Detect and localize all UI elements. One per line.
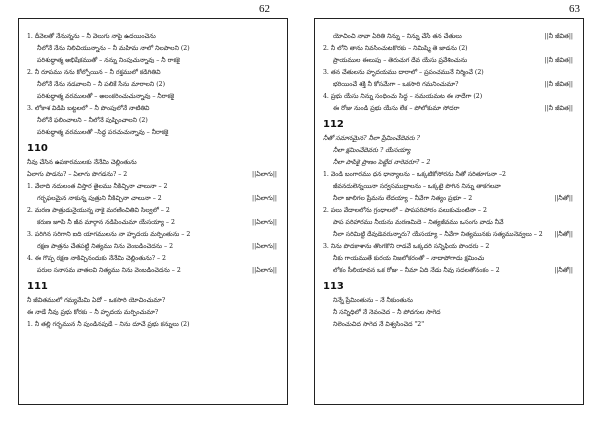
lyric-line (27, 169, 281, 181)
lyric-line: 3. లోకాశ విడిపి బట్టలలో – నీ పొంపులోనే నాటితివి (27, 105, 150, 112)
lyric-line (323, 67, 577, 79)
song-number-heading: 110 (27, 143, 48, 154)
lyric-line: నిన్నే ప్రేమింతును – నే నీకుంతును (333, 297, 413, 304)
refrain-marker: ||నీ జీవిత|| (544, 81, 573, 88)
refrain-marker: ||నీతో|| (554, 195, 573, 202)
page-content (323, 25, 577, 331)
lyric-line (323, 217, 577, 229)
lyric-text: భరియించే శక్తి నీ కోసమేగా – ఒకసారి గమనించుమా? (333, 81, 459, 88)
lyric-line: పరిశుద్ధాత్మ వరములతో –సిద్ధ పరచుచున్నావు – నీరాకకై (37, 129, 169, 136)
page-content (27, 25, 281, 331)
lyric-line: నీలోనే నేను నిలిచియున్నాను – నీ మహిమ నాలో నిలపాలని (2) (37, 45, 190, 52)
refrain-marker: ||నీతో|| (554, 231, 573, 238)
lyric-text: పరుల సనాసమ వాతలవి నిత్యము నిను వెంబడించెదను – 2 (37, 267, 181, 274)
lyric-line (323, 43, 577, 55)
lyric-line: నీ సన్నిధిలో నే నెవంచెద – నీ పోదగుల సాగెద (333, 309, 441, 316)
lyric-text: పాప పరిహారము నీయను మరణమిదె – నిత్యజీవము ఒసంగు వాడు నీవే (333, 219, 504, 226)
lyric-line: 2. నీ రూపము నను కోల్పోయిన – నీ రక్తములో కడిగితివి (27, 69, 161, 76)
lyric-line (323, 55, 577, 67)
lyric-text: గర్భఫలమైన నాకున్న పుత్రుని నీకిచ్చినా చాలునా – 2 (37, 195, 162, 202)
lyric-line: నిలెంచుచిద సాగెద నే విశ్వసించెద "2" (333, 321, 425, 328)
lyric-text: ప్రాయముల ఈలుపు – తెరుచుగ దేవ యేసు ప్రవేశించును (333, 57, 468, 64)
lyric-line (323, 79, 577, 91)
lyric-text: యోచించి నావా ఏరితి నిన్ను – నిన్ను చేసే తన చేతులు (333, 33, 462, 40)
lyric-text: నీలా జాలిగల ప్రేమను లేదయ్యా – నీవేగా నిత్యం ప్రభూ – 2 (333, 195, 473, 202)
lyric-line: 1. నీ తల్లి గర్భమున నీ పుండినపుడే – నిను దూచే ప్రభు కన్నులు (2) (27, 321, 190, 328)
refrain-marker: ||ఏలాగు|| (252, 243, 277, 250)
lyric-line (323, 91, 577, 103)
lyric-line (323, 193, 577, 205)
lyric-line (323, 103, 577, 115)
lyric-line (27, 193, 281, 205)
lyric-line: నీలా పాపికై ప్రాణం పెట్టేద నారెవరూ? – 2 (333, 159, 431, 166)
lyric-line (323, 253, 577, 265)
lyric-text: కరుణ జూపి నీ జీవ మార్గాన నడిపించుమా యేసయ్యా – 2 (37, 219, 175, 226)
lyric-text: 2. నీ లోని తాను నివసించుటకొరకు – నిమిష్మి తె జాడను (2) (323, 45, 468, 52)
lyric-line (27, 265, 281, 277)
refrain-marker: ||ఏలాగు|| (252, 171, 277, 178)
lyric-line (323, 265, 577, 277)
lyric-text: 4. ఈ గొప్ప రక్షణ నాకిచ్చినందుకు నేనేమి చెల్లింతును? – 2 (27, 255, 166, 262)
lyric-text: 1. వేలాది నదులంత విస్తార తైలము నీకిచ్చినా చాలునా – 2 (27, 183, 168, 190)
lyric-line (323, 31, 577, 43)
lyric-line (323, 205, 577, 217)
right-page (300, 0, 600, 425)
lyric-line (323, 229, 577, 241)
lyric-text: 3. నిను పొదకాశాను తొంగకొని రాడవే ఒక్కదరి సన్నిఫియ పొందరు – 2 (323, 243, 490, 250)
lyric-line: నీలా క్షమించేదెవరు ? యేసయ్యా (333, 147, 411, 154)
lyric-line (27, 205, 281, 217)
lyric-text: 2. మరణ పాత్రుడునైయున్న నాకై మరణించితివి సిల్వలో – 2 (27, 207, 170, 214)
refrain-marker: ||నీ జీవిత|| (544, 57, 573, 64)
lyric-line: పరిశుద్ధాత్మ అభిషేకముతో – నన్ను నింపుచున్నావు – నీ రాకకై (37, 57, 180, 64)
lyric-text: ఈ రోజు నుండి ప్రభు యేసు లేక – పోలోకుమా సోదరా (333, 105, 460, 112)
lyric-line: నీ జీవితములో గమ్యమేమి ఏదో – ఒకసారి యోచించుమా? (27, 297, 166, 304)
lyric-line (27, 241, 281, 253)
lyric-line (27, 229, 281, 241)
page-frame (18, 18, 288, 405)
refrain-marker: ||ఏలాగు|| (252, 195, 277, 202)
lyric-text: రక్షణ పాత్రను చేతపట్టి నిత్యము నిను వెంబడించెదను – 2 (37, 243, 174, 250)
lyric-line: నీలోనే నేను నడవాలని – నీ పలికే సేను మారాలని (2) (37, 81, 166, 88)
lyric-line: నీవు చేసిన ఉపకారములకు నేనేమి చెల్లింతును (27, 159, 137, 166)
lyric-text: 2. పలు వేదాలలోను గ్రంధాలలో – పాపపరిహారం పలుకుచుంటినా – 2 (323, 207, 487, 214)
lyric-text: 3. తన చేతులను హృదయము దారాలో – ప్రపంచమునే నిర్మించే (2) (323, 69, 484, 76)
song-number-heading: 112 (323, 119, 344, 130)
page-number: 63 (569, 3, 580, 15)
lyric-text: 3. పరిగిన సరిగాని ఐది యాగములను నా హృదయ మర్పింతును – 2 (27, 231, 191, 238)
lyric-line: నీతో సమానమైన? నీలా ప్రేమించేదెవరు ? (323, 135, 420, 142)
lyric-line: 1. దీవెలతో నేనున్నను – నీ వెలుగు నాపై ఉదయించెను (27, 33, 156, 40)
lyric-text: నీలా సరిమిట్టి దేవుడెవరున్నారు? యేసయ్యా – నీవేగా నిత్యమునకు సత్యమునెవ్వలు – 2 (333, 231, 543, 238)
refrain-marker: ||ఏలాగు|| (252, 219, 277, 226)
song-number-heading: 113 (323, 281, 344, 292)
refrain-marker: ||నీ జీవిత|| (544, 105, 573, 112)
page-number: 62 (259, 3, 270, 15)
lyric-line (323, 169, 577, 181)
lyric-line (323, 181, 577, 193)
lyric-line (27, 217, 281, 229)
lyric-text: ఏలాగు పాడను? – ఏలాగు పొగడను? – 2 (27, 171, 128, 178)
page-frame (314, 18, 584, 405)
lyric-line (27, 253, 281, 265)
lyric-line: ఈ నాడే నీవు ప్రభు కోరకు – నీ హృదయ మర్పించుమా? (27, 309, 159, 316)
refrain-marker: ||నీతో|| (554, 267, 573, 274)
refrain-marker: ||నీ జీవిత|| (544, 33, 573, 40)
lyric-text: నీకు గాయముతే కురయ నిజలోకరంతో – నాదాపోగాదు క్షమించు (333, 255, 485, 262)
song-number-heading: 111 (27, 281, 48, 292)
lyric-text: 4. ప్రభు యేసు నిన్ను సంధించు సిద్ధ – నమయమట ఈ నాదేగా (2) (323, 93, 483, 100)
lyric-line: నీలోనే ఫలించాలని – నీలోనే పుష్పించాలని (2) (37, 117, 148, 124)
lyric-text: 1. వెండి బంగారము ధన ధాన్యాలను – ఒక్కటికోసోరను నీతో సరితూగునా –2 (323, 171, 506, 178)
lyric-line (323, 241, 577, 253)
refrain-marker: ||ఏలాగు|| (252, 267, 277, 274)
lyric-line: పరిశుద్ధాత్మ వరములతో – అలంకరించుచున్నావు – నీరాకకై (37, 93, 175, 100)
lyric-text: జీవనదులెన్నయినా సర్వసముద్రాలను – ఒక్కటై పొగిన నిన్ను తాకగలవా (333, 183, 501, 190)
lyric-text: లోకం సీలియావన ఒక రోజు – నీమా ఏది నేడు నీవు సదలతోనంకం – 2 (333, 267, 500, 274)
lyric-line (27, 181, 281, 193)
